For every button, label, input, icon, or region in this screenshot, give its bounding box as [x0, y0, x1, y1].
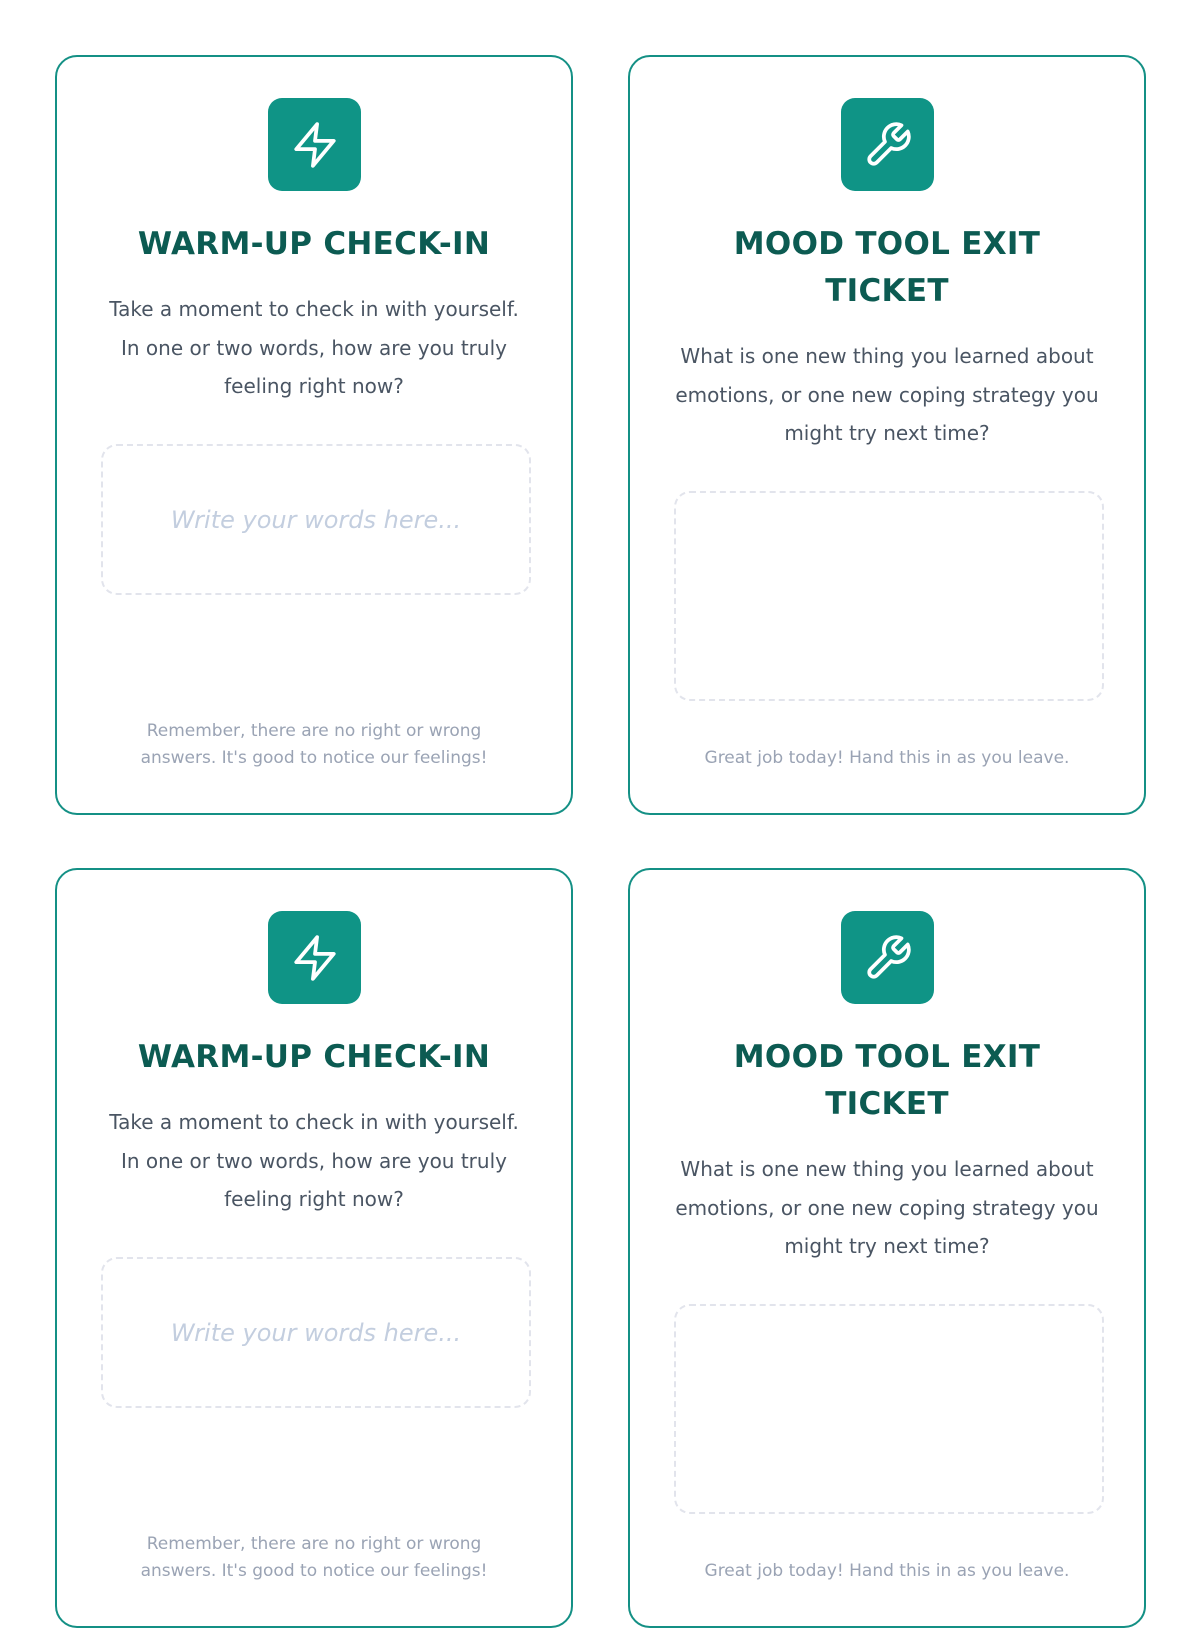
warmup-card [55, 55, 573, 815]
warmup-footer: Remember, there are no right or wrong answers. It's good to notice our feelings! [140, 1534, 488, 1581]
exit-ticket-answer-box[interactable] [674, 491, 1104, 701]
exit-ticket-title: MOOD TOOL EXIT TICKET [733, 1039, 1041, 1122]
wrench-icon [863, 120, 913, 170]
exit-ticket-title: MOOD TOOL EXIT TICKET [733, 226, 1041, 309]
exit-ticket-card [628, 868, 1146, 1628]
warmup-prompt: Take a moment to check in with yourself. In one or two words, how are you truly feeling right now? [109, 1110, 519, 1211]
exit-ticket-prompt: What is one new thing you learned about emotions, or one new coping strategy you might try next time? [675, 1157, 1099, 1258]
answer-placeholder: Write your words here... [170, 505, 462, 534]
wrench-icon [863, 933, 913, 983]
exit-ticket-icon-tile [841, 98, 934, 191]
warmup-icon-tile [268, 911, 361, 1004]
answer-placeholder: Write your words here... [170, 1318, 462, 1347]
lightning-bolt-icon [290, 120, 340, 170]
exit-ticket-answer-box[interactable] [674, 1304, 1104, 1514]
warmup-footer: Remember, there are no right or wrong answers. It's good to notice our feelings! [140, 721, 488, 768]
warmup-icon-tile [268, 98, 361, 191]
exit-ticket-prompt: What is one new thing you learned about emotions, or one new coping strategy you might try next time? [675, 344, 1099, 445]
warmup-title: WARM-UP CHECK-IN [137, 226, 491, 262]
lightning-bolt-icon [290, 933, 340, 983]
warmup-card [55, 868, 573, 1628]
exit-ticket-icon-tile [841, 911, 934, 1004]
exit-ticket-card [628, 55, 1146, 815]
warmup-prompt: Take a moment to check in with yourself. In one or two words, how are you truly feeling right now? [109, 297, 519, 398]
exit-ticket-footer: Great job today! Hand this in as you leave. [704, 1561, 1070, 1581]
warmup-answer-box[interactable] [101, 444, 531, 595]
warmup-title: WARM-UP CHECK-IN [137, 1039, 491, 1075]
exit-ticket-footer: Great job today! Hand this in as you leave. [704, 748, 1070, 768]
warmup-answer-box[interactable] [101, 1257, 531, 1408]
